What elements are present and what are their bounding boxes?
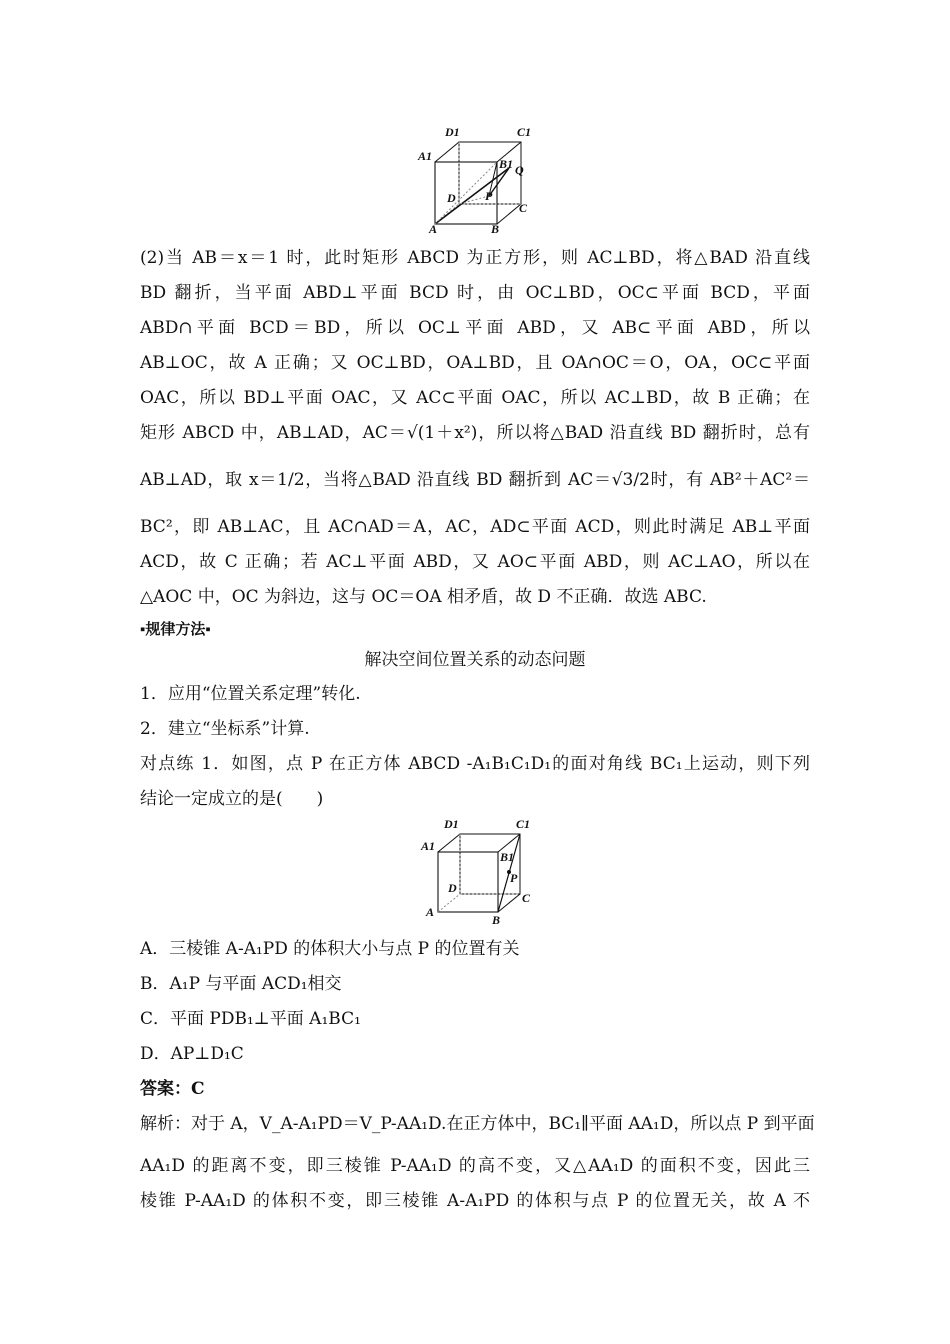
answer: 答案：C bbox=[140, 1079, 205, 1099]
label-Q: Q bbox=[515, 163, 524, 177]
option-b: B．A₁P 与平面 ACD₁相交 bbox=[140, 974, 342, 994]
label-C1: C1 bbox=[516, 817, 531, 831]
label-P: P bbox=[485, 189, 493, 203]
paragraph-line: 矩形 ABCD 中，AB⊥AD，AC＝√(1＋x²)，所以将△BAD 沿直线 BD 翻折时，总有 bbox=[140, 423, 810, 443]
label-B1: B1 bbox=[500, 850, 515, 864]
label-P: P bbox=[510, 871, 518, 885]
section-heading: ▪规律方法▪ bbox=[140, 621, 211, 638]
option-c: C．平面 PDB₁⊥平面 A₁BC₁ bbox=[140, 1009, 361, 1029]
option-a: A．三棱锥 A-A₁PD 的体积大小与点 P 的位置有关 bbox=[140, 939, 520, 959]
label-A1: A1 bbox=[418, 149, 433, 163]
label-C: C bbox=[522, 891, 531, 905]
label-D1: D1 bbox=[445, 125, 460, 139]
analysis-line: AA₁D 的距离不变，即三棱锥 P-AA₁D 的高不变，又△AA₁D 的面积不变，因此三 bbox=[140, 1156, 810, 1176]
label-C: C bbox=[519, 201, 528, 215]
paragraph-line: BC²，即 AB⊥AC，且 AC∩AD＝A，AC，AD⊂平面 ACD，则此时满足 AB⊥平面 bbox=[140, 517, 810, 537]
exercise-line: 对点练 1．如图，点 P 在正方体 ABCD -A₁B₁C₁D₁的面对角线 BC₁上运动，则下列 bbox=[140, 754, 810, 774]
paragraph-line: BD 翻折，当平面 ABD⊥平面 BCD 时，由 OC⊥BD，OC⊂平面 BCD，平面 bbox=[140, 283, 810, 303]
label-B1: B1 bbox=[499, 157, 514, 171]
label-D: D bbox=[448, 881, 457, 895]
label-A: A bbox=[429, 222, 438, 234]
analysis-line: 解析：对于 A，V_A-A₁PD＝V_P-AA₁D.在正方体中，BC₁∥平面 AA₁D，所以点 P 到平面 bbox=[140, 1114, 815, 1134]
label-A: A bbox=[426, 905, 435, 919]
label-D1: D1 bbox=[444, 817, 459, 831]
paragraph-line: AB⊥OC，故 A 正确；又 OC⊥BD，OA⊥BD，且 OA∩OC＝O，OA，OC⊂平面 bbox=[140, 353, 810, 373]
label-B: B bbox=[491, 222, 500, 234]
label-D: D bbox=[447, 191, 456, 205]
cube-figure-2 bbox=[418, 816, 536, 928]
paragraph-line: OAC，所以 BD⊥平面 OAC，又 AC⊂平面 OAC，所以 AC⊥BD，故 B 正确；在 bbox=[140, 388, 810, 408]
paragraph-line: AB⊥AD，取 x＝1/2，当将△BAD 沿直线 BD 翻折到 AC＝√3/2时，有 AB²＋AC²＝ bbox=[140, 470, 810, 490]
paragraph-line: (2)当 AB＝x＝1 时，此时矩形 ABCD 为正方形，则 AC⊥BD，将△BAD 沿直线 bbox=[140, 248, 810, 268]
cube-figure-1 bbox=[415, 122, 540, 234]
exercise-line: 结论一定成立的是( ) bbox=[140, 789, 324, 809]
paragraph-line: △AOC 中，OC 为斜边，这与 OC＝OA 相矛盾，故 D 不正确．故选 ABC. bbox=[140, 587, 707, 607]
method-item: 2．建立“坐标系”计算. bbox=[140, 719, 310, 739]
analysis-line: 棱锥 P-AA₁D 的体积不变，即三棱锥 A-A₁PD 的体积与点 P 的位置无关，故 A 不 bbox=[140, 1191, 810, 1211]
label-B: B bbox=[492, 913, 501, 927]
method-title: 解决空间位置关系的动态问题 bbox=[364, 650, 586, 670]
paragraph-line: ABD∩平面 BCD＝BD，所以 OC⊥平面 ABD，又 AB⊂平面 ABD，所以 bbox=[140, 318, 810, 338]
paragraph-line: ACD，故 C 正确；若 AC⊥平面 ABD，又 AO⊂平面 ABD，则 AC⊥AO，所以在 bbox=[140, 552, 810, 572]
label-C1: C1 bbox=[517, 125, 532, 139]
label-A1: A1 bbox=[421, 839, 436, 853]
method-item: 1．应用“位置关系定理”转化. bbox=[140, 684, 361, 704]
option-d: D．AP⊥D₁C bbox=[140, 1044, 244, 1064]
